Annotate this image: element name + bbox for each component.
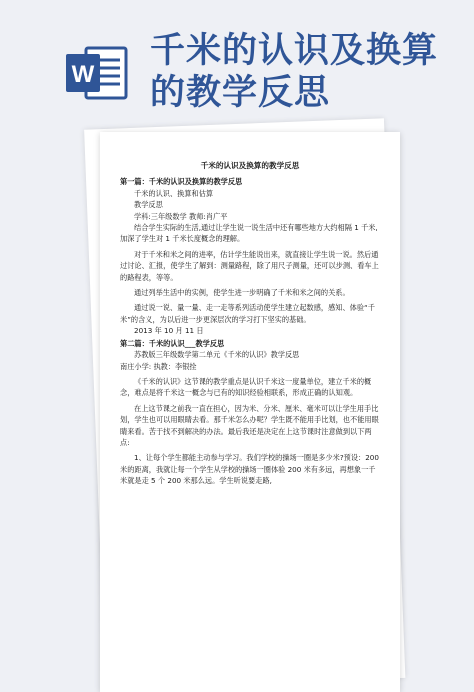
word-logo-letter: W xyxy=(71,61,95,88)
banner-title-line1: 千米的认识及换算 xyxy=(150,31,439,71)
part1-paragraph: 通过说一说、量一量、走一走等系列活动使学生建立起数感，感知、体验“千米”的含义，为以后进一步更深层次的学习打下坚实的基础。 xyxy=(120,303,375,324)
part2-paragraph: 1、让每个学生都能主动参与学习。我们学校的操场一圈是多少米?预设：200 米的距离，我就让每一个学生从学校的操场一圈体验 200 米有多远，再想象一千米就是走 5 个 200 米那么远。学生听说要走路, xyxy=(120,453,379,486)
part1-paragraph: 结合学生实际的生活,通过让学生说一说生活中还有哪些地方大约相隔 1 千米,加深了学生对 1 千米长度概念的理解。 xyxy=(120,223,378,244)
part1-heading: 第一篇：千米的认识及换算的教学反思 xyxy=(120,177,243,187)
part1-date: 2013 年 10 月 11 日 xyxy=(134,326,204,336)
part2-paragraph: 《千米的认识》这节课的教学重点是认识千米这一度量单位，建立千米的概念，难点是将千米这一概念与已有的知识经验相联系，形成正确的认知观。 xyxy=(120,376,372,398)
word-document-icon xyxy=(64,44,130,102)
document-body xyxy=(120,160,380,487)
document-title: 千米的认识及换算的教学反思 xyxy=(200,161,300,170)
part1-paragraph: 通过列举生活中的实例，使学生进一步明确了千米和米之间的关系。 xyxy=(134,288,350,298)
part1-line: 学科:三年级数学 教师:肖广平 xyxy=(134,211,228,221)
banner-title-line2: 的教学反思 xyxy=(150,73,331,113)
banner-title xyxy=(150,30,438,114)
part1-line: 教学反思 xyxy=(134,200,163,210)
part1-line: 千米的认识、换算和估算 xyxy=(134,188,214,198)
part2-heading: 第二篇：千米的认识___教学反思 xyxy=(120,338,225,348)
part2-line: 苏教版三年级数学第二单元《千米的认识》教学反思 xyxy=(134,350,300,360)
part2-paragraph: 在上这节课之前我一直在担心，因为米、分米、厘米、毫米可以让学生用手比划，学生也可以用眼睛去看。那千米怎么办呢？学生既不能用手比划，也不能用眼睛来看。苦于找不到解决的办法。最后我还是决定在上这节课时注意做到以下两点: xyxy=(120,403,379,447)
document-page xyxy=(100,132,400,692)
part2-line: 南庄小学: 执教：李银拴 xyxy=(120,361,197,371)
banner xyxy=(0,0,474,140)
part1-paragraph: 对于千米和米之间的进率，估计学生能说出来，就直接让学生说一说。然后通过讨论、汇报，使学生了解到：测量路程，除了用尺子测量，还可以步测、看车上的路程表，等等。 xyxy=(120,249,379,282)
